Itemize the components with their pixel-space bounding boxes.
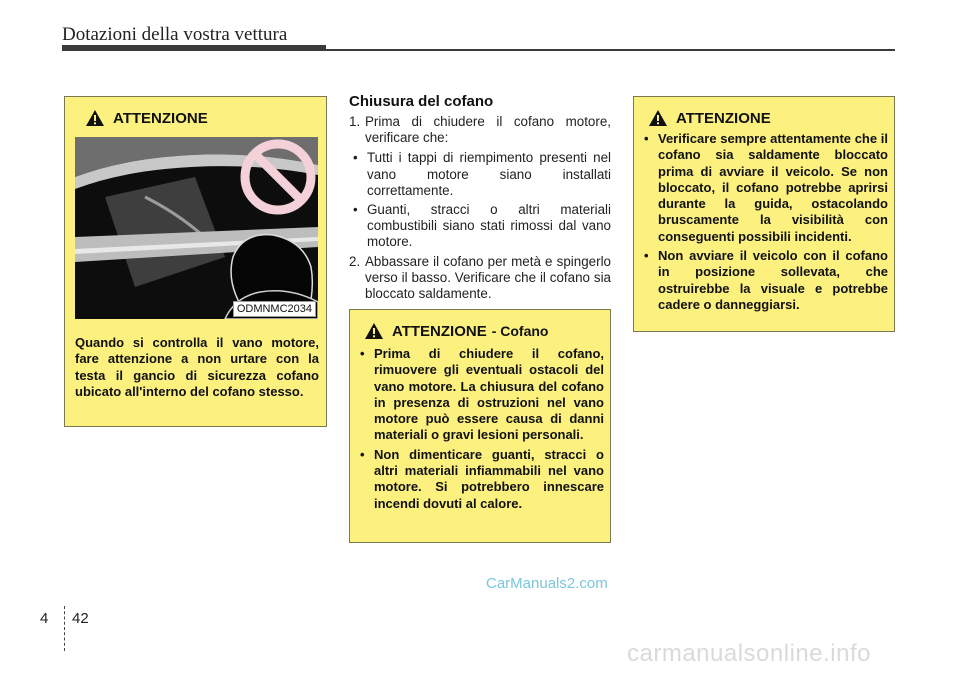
step-text: Abbassare il cofano per metà e spingerlo verso il basso. Verificare che il cofano sia bloccato saldamente. <box>365 253 611 302</box>
closing-steps <box>349 114 611 306</box>
header-rule-thin <box>326 49 895 51</box>
header-rule <box>62 45 326 51</box>
warning-triangle-icon <box>364 322 384 340</box>
warning-bullets <box>358 346 604 515</box>
page-number: 42 <box>72 610 89 627</box>
page-header-title: Dotazioni della vostra vettura <box>62 24 288 45</box>
warning-box-engine-start <box>633 96 895 332</box>
step-sub-item: • Tutti i tappi di riempimento presenti nel vano motore siano installati correttamente. <box>352 150 611 199</box>
hood-illustration-graphic <box>75 137 318 319</box>
warning-bullet: • Non avviare il veicolo con il cofano in posizione sollevata, che ostruirebbe la visuale e potrebbe cadere o danneggiarsi. <box>642 248 888 313</box>
step-text: Prima di chiudere il cofano motore, verificare che: <box>365 114 611 146</box>
image-code-label: ODMNMC2034 <box>233 301 316 317</box>
footer-site-watermark[interactable]: carmanualsonline.info <box>627 640 871 667</box>
step-1 <box>349 114 611 146</box>
warning-triangle-icon <box>85 109 105 127</box>
warning-heading-text: ATTENZIONE <box>113 109 208 127</box>
watermark-link[interactable]: CarManuals2.com <box>486 575 608 592</box>
step-2 <box>349 254 611 303</box>
footer-divider <box>64 606 66 651</box>
warning-heading <box>364 322 548 340</box>
step-sub-item: • Guanti, stracci o altri materiali combustibili siano stati rimossi dal vano motore. <box>352 202 611 251</box>
warning-box-hood-latch <box>64 96 327 427</box>
warning-bullet: • Non dimenticare guanti, stracci o altri materiali infiammabili nel vano motore. Si potrebbero innescare incendi dovuti al calore. <box>358 447 604 512</box>
warning-heading-text: ATTENZIONE <box>392 322 487 340</box>
warning-bullet: • Verificare sempre attentamente che il cofano sia saldamente bloccato prima di avviare il veicolo. Se non bloccato, il cofano potrebbe aprirsi durante la guida, ostacolando bruscamente la visibilità con conseguenti possibili incidenti. <box>642 131 888 245</box>
warning-subheading: - Cofano <box>491 323 549 339</box>
warning-box-hood <box>349 309 611 543</box>
chapter-number: 4 <box>40 610 49 627</box>
section-title: Chiusura del cofano <box>349 93 494 110</box>
warning-text: Quando si controlla il vano motore, fare attenzione a non urtare con la testa il gancio di sicurezza cofano ubicato all'interno del cofano stesso. <box>75 335 319 399</box>
step-number: 1. <box>349 114 361 129</box>
warning-bullet: • Prima di chiudere il cofano, rimuovere gli eventuali ostacoli del vano motore. La chiusura del cofano in presenza di ostruzioni nel vano motore può essere causa di danni materiali o gravi lesioni personali. <box>358 346 604 444</box>
step-number: 2. <box>349 253 361 269</box>
warning-heading <box>85 109 208 127</box>
warning-triangle-icon <box>648 109 668 127</box>
engine-hood-illustration <box>75 137 318 319</box>
warning-bullets <box>642 131 888 316</box>
warning-heading <box>648 109 771 127</box>
warning-heading-text: ATTENZIONE <box>676 109 771 127</box>
